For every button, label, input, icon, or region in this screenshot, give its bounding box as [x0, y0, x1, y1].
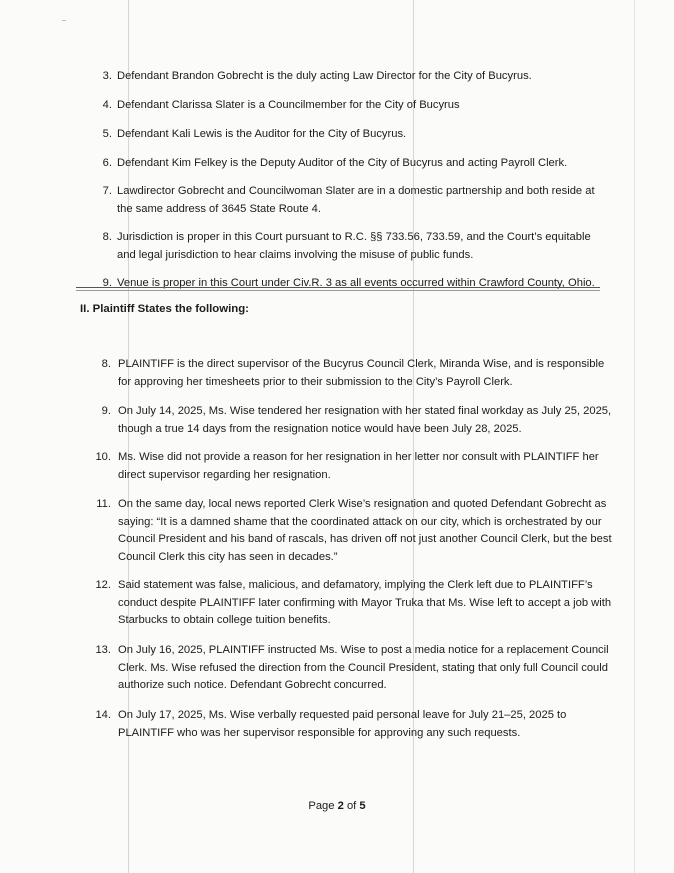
- item-text: On July 16, 2025, PLAINTIFF instructed Ms. Wise to post a media notice for a replacement Council Clerk. Ms. Wise refused the direction from the Council President, stating that only full Council could authorize such notice. Defendant Gobrecht concurred.: [118, 644, 609, 691]
- item-text: Venue is proper in this Court under Civ.R. 3 as all events occurred within Crawford County, Ohio.: [117, 277, 595, 289]
- item-text: On July 14, 2025, Ms. Wise tendered her resignation with her stated final workday as July 25, 2025, though a true 14 days from the resignation notice would have been July 28, 2025.: [118, 405, 612, 435]
- item-number: 13.: [95, 644, 111, 656]
- page-of-label: of: [343, 800, 360, 812]
- item-text: Defendant Kim Felkey is the Deputy Auditor of the City of Bucyrus and acting Payroll Clerk.: [117, 157, 568, 169]
- item-text: On July 17, 2025, Ms. Wise verbally requested paid personal leave for July 21–25, 2025 to PLAINTIFF who was her supervisor responsible for approving any such requests.: [118, 709, 567, 739]
- item-number: 14.: [95, 709, 111, 721]
- item-text: Lawdirector Gobrecht and Councilwoman Slater are in a domestic partnership and both reside at the same address of 3645 State Route 4.: [117, 185, 595, 215]
- page-number: 2: [337, 800, 344, 812]
- section-heading: II. Plaintiff States the following:: [80, 303, 249, 315]
- item-text: Jurisdiction is proper in this Court pursuant to R.C. §§ 733.56, 733.59, and the Court’s equitable and legal jurisdiction to hear claims involving the misuse of public funds.: [117, 231, 591, 261]
- item-number: 3.: [102, 70, 112, 82]
- item-number: 10.: [95, 451, 111, 463]
- section-divider: [76, 290, 600, 291]
- page-label: Page: [308, 800, 338, 812]
- page-footer: [0, 800, 674, 812]
- item-number: 5.: [102, 128, 112, 140]
- item-number: 7.: [102, 185, 112, 197]
- item-text: On the same day, local news reported Clerk Wise’s resignation and quoted Defendant Gobrecht as saying: “It is a damned shame that the coordinated attack on our city, which is orchestrated by our Council President and his band of rascals, has driven off not just another Council Clerk, but the best Council Clerk this city has seen in decades.”: [118, 498, 612, 563]
- item-number: 9.: [101, 405, 111, 417]
- item-text: Said statement was false, malicious, and defamatory, implying the Clerk left due to PLAINTIFF’s conduct despite PLAINTIFF later confirming with Mayor Truka that Ms. Wise left to accept a job with Starbucks to obtain college tuition benefits.: [118, 579, 612, 626]
- item-text: Ms. Wise did not provide a reason for her resignation in her letter nor consult with PLAINTIFF her direct supervisor regarding her resignation.: [118, 451, 599, 481]
- item-text: PLAINTIFF is the direct supervisor of the Bucyrus Council Clerk, Miranda Wise, and is responsible for approving her timesheets prior to their submission to the City’s Payroll Clerk.: [118, 358, 605, 388]
- section-divider: [76, 287, 600, 288]
- item-number: 4.: [102, 99, 112, 111]
- item-text: Defendant Brandon Gobrecht is the duly acting Law Director for the City of Bucyrus.: [117, 70, 532, 82]
- scan-fold-line: [634, 0, 635, 873]
- item-number: 12.: [95, 579, 111, 591]
- page-total: 5: [359, 800, 366, 812]
- item-text: Defendant Kali Lewis is the Auditor for the City of Bucyrus.: [117, 128, 407, 140]
- item-number: 9.: [102, 277, 112, 289]
- item-text: Defendant Clarissa Slater is a Councilmember for the City of Bucyrus: [117, 99, 460, 111]
- item-number: 8.: [101, 358, 111, 370]
- item-number: 6.: [102, 157, 112, 169]
- item-number: 11.: [96, 498, 111, 510]
- item-number: 8.: [102, 231, 112, 243]
- scan-speck: [62, 20, 66, 21]
